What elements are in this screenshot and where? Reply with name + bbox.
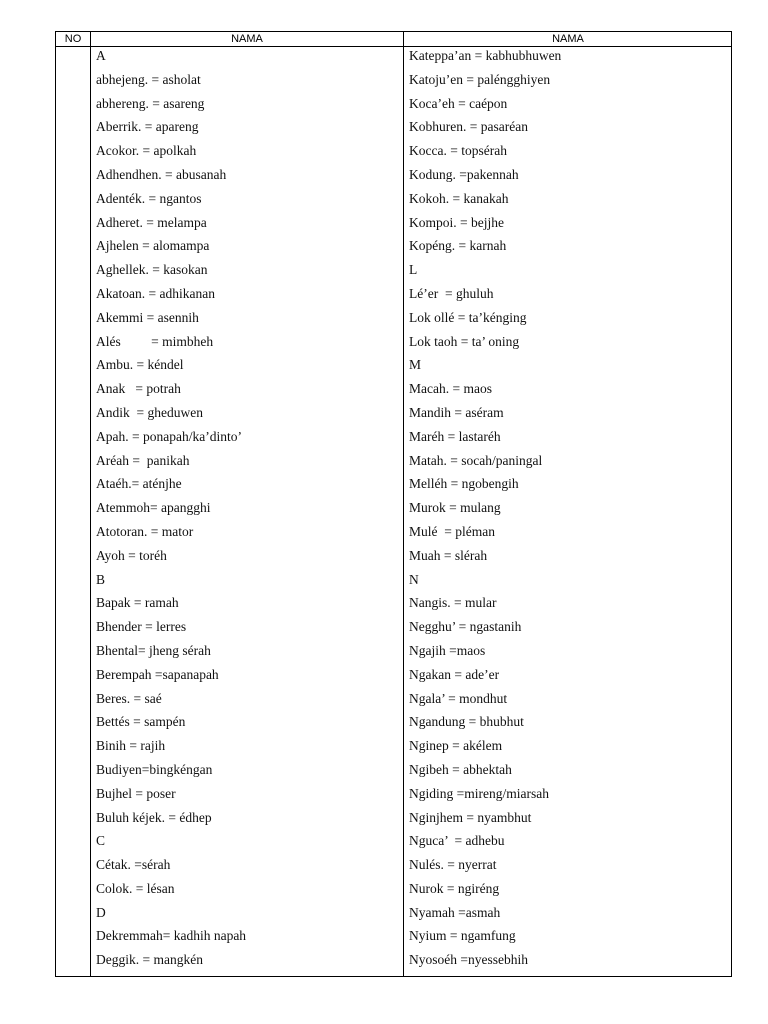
word-entry: Adenték. = ngantos <box>96 190 202 206</box>
word-entry: Negghu’ = ngastanih <box>409 619 522 635</box>
letter-heading: N <box>409 571 419 587</box>
word-entry: Lé’er = ghuluh <box>409 285 494 301</box>
word-entry: Ngala’ = mondhut <box>409 690 508 706</box>
word-entry: Nyium = ngamfung <box>409 928 516 944</box>
word-entry: Melléh = ngobengih <box>409 476 519 492</box>
word-entry: Adheret. = melampa <box>96 214 207 230</box>
word-entry: Ngajih =maos <box>409 642 486 658</box>
word-entry: Aberrik. = apareng <box>96 119 199 135</box>
word-entry: Ngiding =mireng/miarsah <box>409 785 549 801</box>
word-entry: Nginep = akélem <box>409 738 503 754</box>
vocabulary-table <box>55 31 732 977</box>
word-entry: Kodung. =pakennah <box>409 166 519 182</box>
word-entry: Mulé = pléman <box>409 523 495 539</box>
word-entry: Ataéh.= aténjhe <box>96 476 182 492</box>
column-divider <box>403 32 404 976</box>
letter-heading: M <box>409 357 422 373</box>
letter-heading: B <box>96 571 106 587</box>
letter-heading: C <box>96 833 106 849</box>
word-entry: Lok taoh = ta’ oning <box>409 333 520 349</box>
word-entry: Ngandung = bhubhut <box>409 714 524 730</box>
letter-heading: D <box>96 904 106 920</box>
word-entry: Murok = mulang <box>409 500 501 516</box>
word-entry: Beres. = saé <box>96 690 162 706</box>
word-entry: Akatoan. = adhikanan <box>96 285 215 301</box>
word-entry: abhereng. = asareng <box>96 95 205 111</box>
word-entry: Ngibeh = abhektah <box>409 761 512 777</box>
word-entry: Atotoran. = mator <box>96 523 194 539</box>
word-entry: Nurok = ngiréng <box>409 880 500 896</box>
word-entry: Bapak = ramah <box>96 595 179 611</box>
word-entry: Andik = gheduwen <box>96 404 203 420</box>
right-column-list <box>409 47 727 975</box>
word-entry: Anak = potrah <box>96 381 181 397</box>
header-no: NO <box>64 33 82 45</box>
word-entry: Budiyen=bingkéngan <box>96 761 213 777</box>
word-entry: Ambu. = kéndel <box>96 357 184 373</box>
word-entry: Nguca’ = adhebu <box>409 833 505 849</box>
word-entry: Bettés = sampén <box>96 714 186 730</box>
word-entry: Kompoi. = bejjhe <box>409 214 504 230</box>
word-entry: Nulés. = nyerrat <box>409 857 497 873</box>
header-nama-left: NAMA <box>231 33 263 45</box>
word-entry: Mandih = aséram <box>409 404 504 420</box>
header-nama-right: NAMA <box>552 33 584 45</box>
word-entry: Kocca. = topsérah <box>409 143 507 159</box>
word-entry: Akemmi = asennih <box>96 309 199 325</box>
word-entry: Acokor. = apolkah <box>96 143 197 159</box>
word-entry: Apah. = ponapah/ka’dinto’ <box>96 428 242 444</box>
word-entry: Kokoh. = kanakah <box>409 190 509 206</box>
word-entry: Nyamah =asmah <box>409 904 501 920</box>
word-entry: Dekremmah= kadhih napah <box>96 928 247 944</box>
word-entry: Alés = mimbheh <box>96 333 214 349</box>
word-entry: Kopéng. = karnah <box>409 238 507 254</box>
word-entry: Katoju’en = paléngghiyen <box>409 71 551 87</box>
word-entry: Buluh kéjek. = édhep <box>96 809 212 825</box>
word-entry: Aghellek. = kasokan <box>96 262 208 278</box>
word-entry: Colok. = lésan <box>96 880 175 896</box>
word-entry: Berempah =sapanapah <box>96 666 219 682</box>
word-entry: Muah = slérah <box>409 547 488 563</box>
word-entry: Ngakan = ade’er <box>409 666 500 682</box>
word-entry: abhejeng. = asholat <box>96 71 201 87</box>
word-entry: Deggik. = mangkén <box>96 952 203 968</box>
word-entry: Binih = rajih <box>96 738 166 754</box>
word-entry: Nangis. = mular <box>409 595 497 611</box>
word-entry: Atemmoh= apangghi <box>96 500 211 516</box>
word-entry: Macah. = maos <box>409 381 492 397</box>
letter-heading: A <box>96 48 106 63</box>
column-divider <box>90 32 91 976</box>
word-entry: Cétak. =sérah <box>96 857 171 873</box>
word-entry: Koca’eh = caépon <box>409 95 508 111</box>
word-entry: Bhental= jheng sérah <box>96 642 211 658</box>
word-entry: Maréh = lastaréh <box>409 428 501 444</box>
word-entry: Matah. = socah/paningal <box>409 452 543 468</box>
word-entry: Lok ollé = ta’kénging <box>409 309 527 325</box>
word-entry: Bujhel = poser <box>96 785 176 801</box>
letter-heading: L <box>409 262 418 278</box>
word-entry: Adhendhen. = abusanah <box>96 166 227 182</box>
word-entry: Kobhuren. = pasaréan <box>409 119 528 135</box>
word-entry: Aréah = panikah <box>96 452 190 468</box>
word-entry: Ayoh = toréh <box>96 547 167 563</box>
word-entry: Kateppa’an = kabhubhuwen <box>409 48 562 63</box>
left-column-list <box>96 47 396 975</box>
word-entry: Bhender = lerres <box>96 619 187 635</box>
word-entry: Nginjhem = nyambhut <box>409 809 532 825</box>
word-entry: Nyosoéh =nyessebhih <box>409 952 528 968</box>
word-entry: Ajhelen = alomampa <box>96 238 210 254</box>
